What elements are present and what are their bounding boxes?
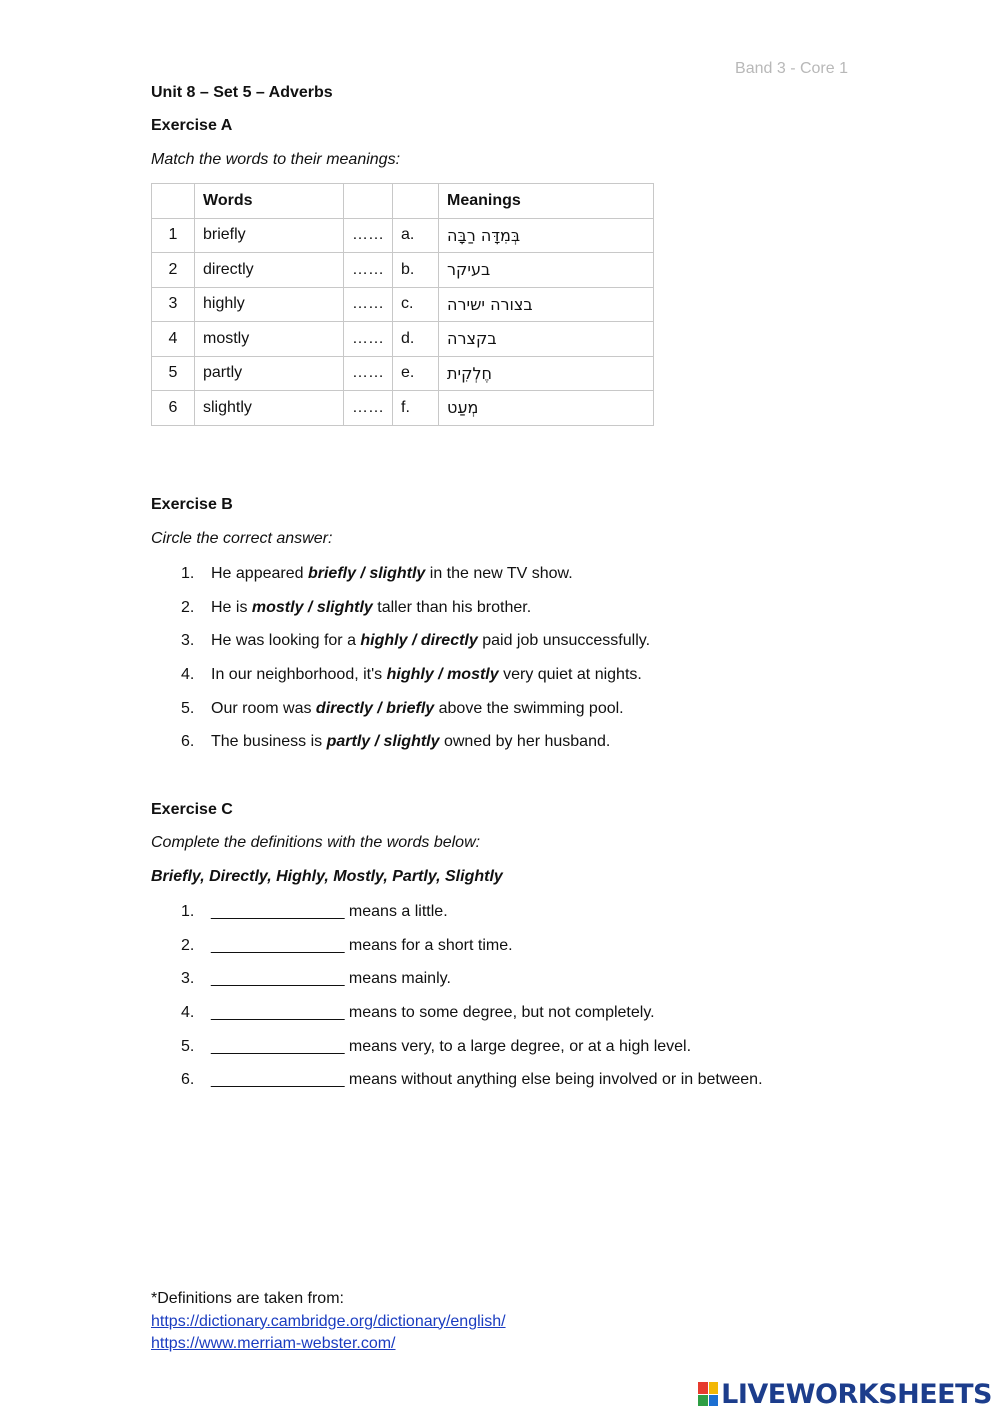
row-letter: b. — [393, 253, 439, 288]
row-word: briefly — [195, 218, 344, 253]
sentence-end: above the swimming pool. — [434, 699, 624, 717]
row-number: 6 — [152, 391, 195, 426]
col-words-header: Words — [195, 184, 344, 219]
row-word: mostly — [195, 322, 344, 357]
liveworksheets-logo[interactable] — [698, 1379, 992, 1409]
sentence-end: paid job unsuccessfully. — [477, 632, 651, 650]
item-number: 2. — [181, 936, 195, 954]
answer-choice[interactable]: partly / slightly — [326, 733, 440, 751]
row-word: directly — [195, 253, 344, 288]
item-number: 6. — [181, 1071, 195, 1089]
item-number: 4. — [181, 666, 195, 684]
exercise-c-heading: Exercise C — [151, 801, 233, 818]
item-number: 4. — [181, 1004, 195, 1022]
page-title: Unit 8 – Set 5 – Adverbs — [151, 84, 333, 101]
answer-slot[interactable]: …… — [344, 356, 393, 391]
sentence-start: In our neighborhood, it's — [211, 666, 387, 684]
footer-note: *Definitions are taken from: — [151, 1290, 344, 1307]
table-row — [152, 322, 654, 357]
item-number: 3. — [181, 632, 195, 650]
item-number: 2. — [181, 598, 195, 616]
row-word: highly — [195, 287, 344, 322]
answer-blank[interactable]: _______________ — [211, 1004, 345, 1022]
answer-choice[interactable]: highly / mostly — [386, 666, 499, 684]
row-letter: a. — [393, 218, 439, 253]
table-row — [152, 356, 654, 391]
row-word: slightly — [195, 391, 344, 426]
item-number: 1. — [181, 565, 195, 582]
answer-blank[interactable]: _______________ — [211, 970, 345, 988]
matching-table — [151, 183, 654, 426]
table-row — [152, 253, 654, 288]
definition-text: means for a short time. — [344, 936, 513, 954]
answer-slot[interactable]: …… — [344, 322, 393, 357]
cambridge-link[interactable]: https://dictionary.cambridge.org/dictionary/english/ — [151, 1312, 506, 1330]
row-number: 1 — [152, 218, 195, 253]
answer-slot[interactable]: …… — [344, 287, 393, 322]
row-word: partly — [195, 356, 344, 391]
sentence-start: Our room was — [211, 699, 316, 717]
answer-slot[interactable]: …… — [344, 253, 393, 288]
row-letter: c. — [393, 287, 439, 322]
row-letter: e. — [393, 356, 439, 391]
sentence-end: owned by her husband. — [439, 733, 611, 751]
answer-blank[interactable]: _______________ — [211, 903, 345, 920]
col-meanings-header: Meanings — [439, 184, 654, 219]
answer-choice[interactable]: mostly / slightly — [251, 598, 373, 616]
definition-text: means to some degree, but not completely. — [344, 1004, 655, 1022]
row-meaning: בצורה ישירה — [439, 287, 654, 322]
row-meaning: מְעַט — [439, 391, 654, 426]
answer-slot[interactable]: …… — [344, 391, 393, 426]
table-row — [152, 287, 654, 322]
answer-choice[interactable]: highly / directly — [360, 632, 478, 650]
definition-text: means very, to a large degree, or at a high level. — [344, 1037, 692, 1055]
item-number: 3. — [181, 970, 195, 988]
sentence-start: He is — [211, 598, 252, 616]
answer-blank[interactable]: _______________ — [211, 1071, 345, 1089]
answer-choice[interactable]: directly / briefly — [315, 699, 435, 717]
row-number: 2 — [152, 253, 195, 288]
brand-name: LIVEWORKSHEETS — [721, 1378, 992, 1410]
row-meaning: בְּמִדָּה רַבָּה — [439, 218, 654, 253]
item-number: 5. — [181, 1037, 195, 1055]
sentence-end: very quiet at nights. — [498, 666, 642, 684]
answer-blank[interactable]: _______________ — [211, 1037, 345, 1055]
header-band: Band 3 - Core 1 — [735, 60, 848, 77]
sentence-start: He appeared — [211, 565, 308, 582]
exercise-b-instruction: Circle the correct answer: — [151, 530, 333, 547]
row-number: 3 — [152, 287, 195, 322]
row-number: 4 — [152, 322, 195, 357]
table-header-row — [152, 184, 654, 219]
footer-sources — [151, 1288, 506, 1356]
table-row — [152, 218, 654, 253]
row-letter: f. — [393, 391, 439, 426]
answer-slot[interactable]: …… — [344, 218, 393, 253]
item-number: 1. — [181, 903, 195, 920]
definition-text: means a little. — [344, 903, 448, 920]
exercise-a-heading: Exercise A — [151, 117, 233, 134]
row-meaning: חֶלְקִית — [439, 356, 654, 391]
row-meaning: בעיקר — [439, 253, 654, 288]
row-letter: d. — [393, 322, 439, 357]
table-row — [152, 391, 654, 426]
exercise-b-heading: Exercise B — [151, 496, 233, 513]
item-number: 6. — [181, 733, 195, 751]
sentence-end: in the new TV show. — [425, 565, 573, 582]
merriam-webster-link[interactable]: https://www.merriam-webster.com/ — [151, 1335, 396, 1352]
definition-text: means mainly. — [344, 970, 451, 988]
definition-text: means without anything else being involved or in between. — [344, 1071, 763, 1089]
logo-mark-icon — [698, 1382, 718, 1406]
exercise-a-instruction: Match the words to their meanings: — [151, 151, 401, 168]
answer-blank[interactable]: _______________ — [211, 936, 345, 954]
exercise-c-instruction: Complete the definitions with the words below: — [151, 834, 481, 851]
row-number: 5 — [152, 356, 195, 391]
word-bank: Briefly, Directly, Highly, Mostly, Partly, Slightly — [151, 868, 503, 885]
sentence-end: taller than his brother. — [372, 598, 532, 616]
row-meaning: בקצרה — [439, 322, 654, 357]
sentence-start: The business is — [211, 733, 327, 751]
sentence-start: He was looking for a — [211, 632, 361, 650]
item-number: 5. — [181, 699, 195, 717]
answer-choice[interactable]: briefly / slightly — [307, 565, 426, 582]
